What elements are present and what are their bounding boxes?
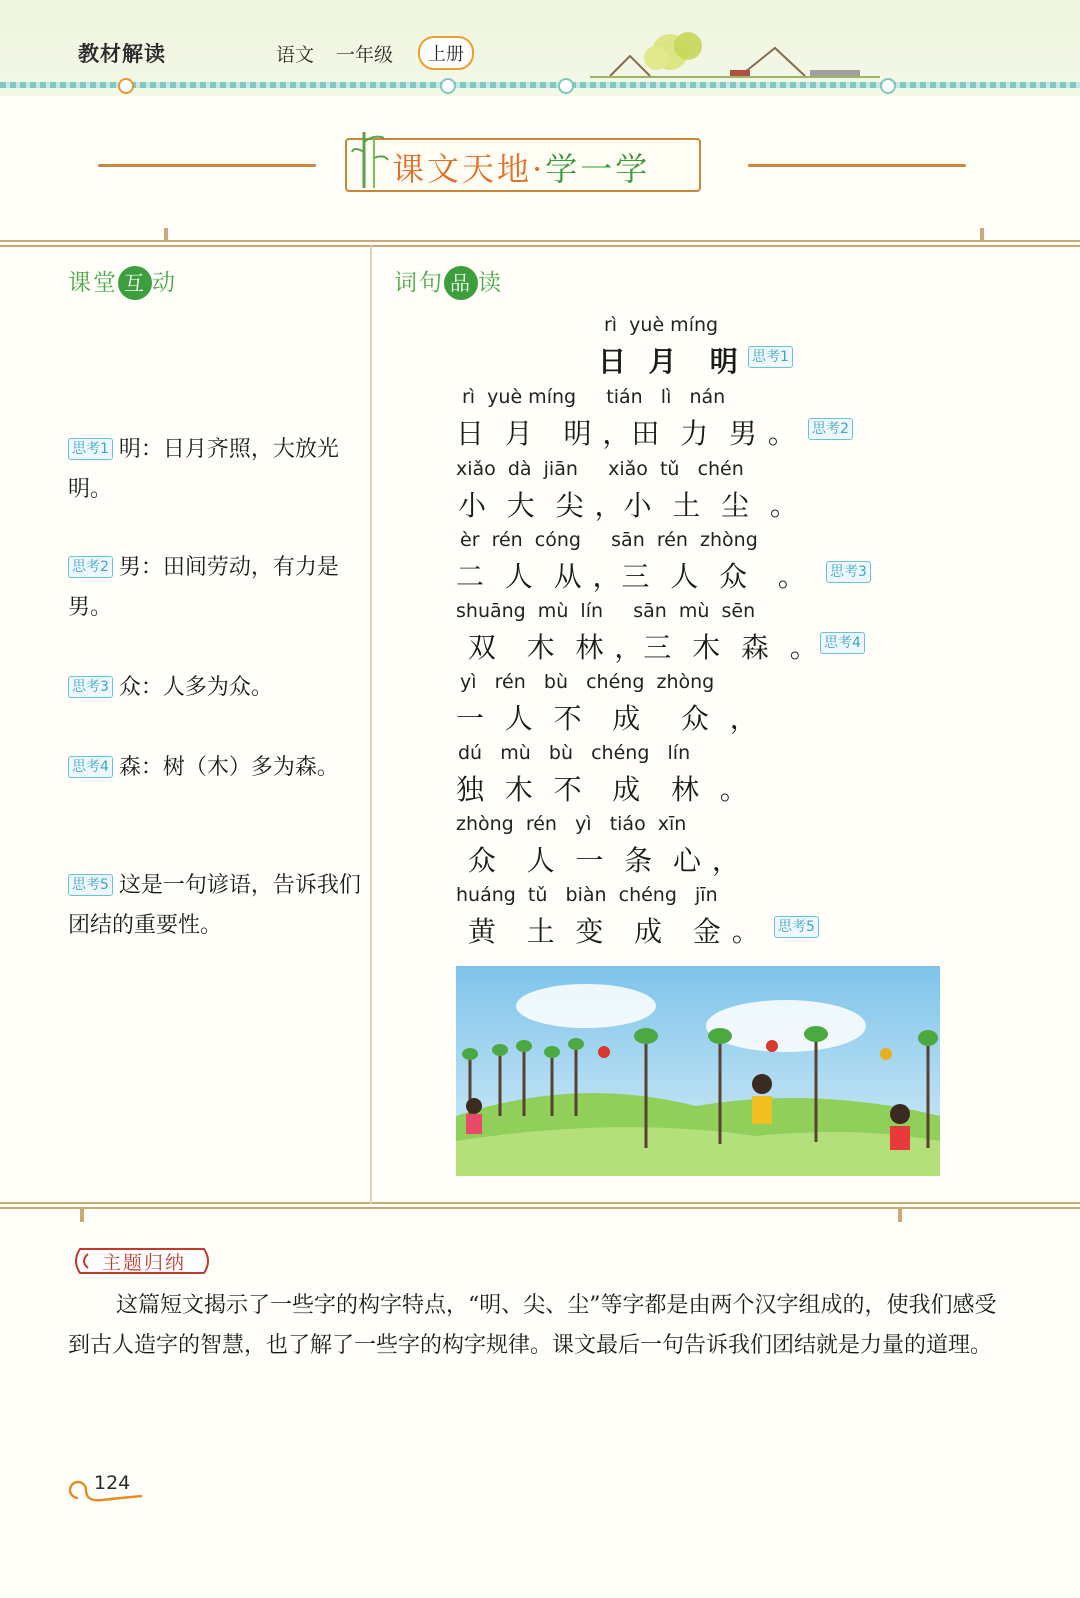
rule-ornament	[164, 228, 168, 242]
header-dot	[440, 78, 456, 94]
poem-title: 日 月 明	[598, 345, 739, 378]
page-header	[0, 0, 1080, 96]
note-tag: 思考1	[68, 438, 113, 460]
note-text: 男：田间劳动，有力是男。	[68, 555, 339, 620]
page-number: 124	[94, 1472, 131, 1494]
think-tag: 思考4	[820, 632, 865, 654]
header-dot	[558, 78, 574, 94]
left-column-heading	[68, 264, 177, 300]
header-wavy-rule	[0, 82, 1080, 88]
summary-label	[66, 1246, 214, 1276]
section-title-a: 课文天地	[392, 150, 533, 188]
left-heading-circle: 互	[118, 266, 152, 300]
rule-ornament	[898, 1208, 902, 1222]
note-3	[68, 668, 368, 708]
note-tag: 思考4	[68, 756, 113, 778]
poem-line-pinyin: xiǎo dà jiān xiǎo tǔ chén	[456, 458, 744, 480]
poem-line-pinyin: zhòng rén yì tiáo xīn	[456, 813, 687, 835]
right-column-heading	[394, 264, 503, 300]
note-2	[68, 548, 368, 628]
note-4	[68, 748, 368, 788]
rule-ornament	[980, 228, 984, 242]
section-title	[392, 144, 650, 190]
summary-paragraph: 这篇短文揭示了一些字的构字特点，“明、尖、尘”等字都是由两个汉字组成的，使我们感受到古人造字的智慧，也了解了一些字的构字规律。课文最后一句告诉我们团结就是力量的道理。	[68, 1293, 997, 1358]
poem-line: 小 大 尖 ，小 土 尘 。	[458, 489, 799, 522]
poem-line-pinyin: huáng tǔ biàn chéng jīn	[456, 884, 718, 906]
think-tag: 思考2	[808, 418, 853, 440]
poem-title-pinyin: rì yuè míng	[604, 314, 719, 336]
left-heading-a: 课堂	[68, 270, 118, 296]
think-tag: 思考1	[748, 346, 793, 368]
column-divider	[370, 246, 372, 1204]
poem-line-pinyin: rì yuè míng tián lì nán	[462, 386, 726, 408]
tree-planting-illustration	[456, 966, 940, 1176]
poem-line: 日 月 明 ，田 力 男 。	[456, 417, 797, 450]
poem-line: 众 人 一 条 心 ，	[458, 844, 741, 877]
rule-ornament	[80, 1208, 84, 1222]
note-text: 这是一句谚语，告诉我们团结的重要性。	[68, 873, 361, 938]
subject-label: 语文	[276, 44, 315, 66]
right-heading-circle: 品	[444, 266, 478, 300]
top-column-rule	[0, 240, 1080, 247]
book-title: 教材解读	[78, 42, 166, 66]
section-title-rule	[98, 164, 316, 167]
right-heading-b: 读	[478, 270, 503, 296]
section-title-b: 学一学	[545, 150, 651, 188]
poem-line-pinyin: dú mù bù chéng lín	[458, 742, 691, 764]
village-scene-icon	[590, 30, 880, 82]
think-tag: 思考3	[826, 561, 871, 583]
right-heading-a: 词句	[394, 270, 444, 296]
section-title-dot: ·	[532, 150, 546, 188]
poem-line: 黄 土 变 成 金 。	[458, 915, 761, 948]
note-5	[68, 866, 368, 946]
note-tag: 思考5	[68, 874, 113, 896]
header-dot	[118, 78, 134, 94]
note-1	[68, 430, 368, 510]
poem-line: 独 木 不 成 林 。	[456, 773, 749, 806]
think-tag: 思考5	[774, 916, 819, 938]
poem-line-pinyin: shuāng mù lín sān mù sēn	[456, 600, 756, 622]
note-tag: 思考2	[68, 556, 113, 578]
note-tag: 思考3	[68, 676, 113, 698]
summary-label-text: 主题归纳	[102, 1252, 187, 1274]
poem-line-pinyin: yì rén bù chéng zhòng	[460, 671, 715, 693]
note-text: 明：日月齐照，大放光明。	[68, 437, 339, 502]
section-title-rule	[748, 164, 966, 167]
poem-line: 双 木 林 ，三 木 森 。	[458, 631, 819, 664]
poem-line: 一 人 不 成 众 ，	[456, 702, 759, 735]
note-text: 森：树（木）多为森。	[118, 755, 339, 780]
bottom-column-rule	[0, 1202, 1080, 1209]
bamboo-icon	[350, 128, 390, 190]
header-dot	[880, 78, 896, 94]
left-heading-b: 动	[152, 270, 177, 296]
poem-line-pinyin: èr rén cóng sān rén zhòng	[460, 529, 758, 551]
note-text: 众：人多为众。	[118, 675, 273, 700]
volume-badge: 上册	[418, 36, 474, 70]
grade-label: 一年级	[336, 44, 394, 66]
poem-line: 二 人 从 ，三 人 众 。	[456, 560, 807, 593]
